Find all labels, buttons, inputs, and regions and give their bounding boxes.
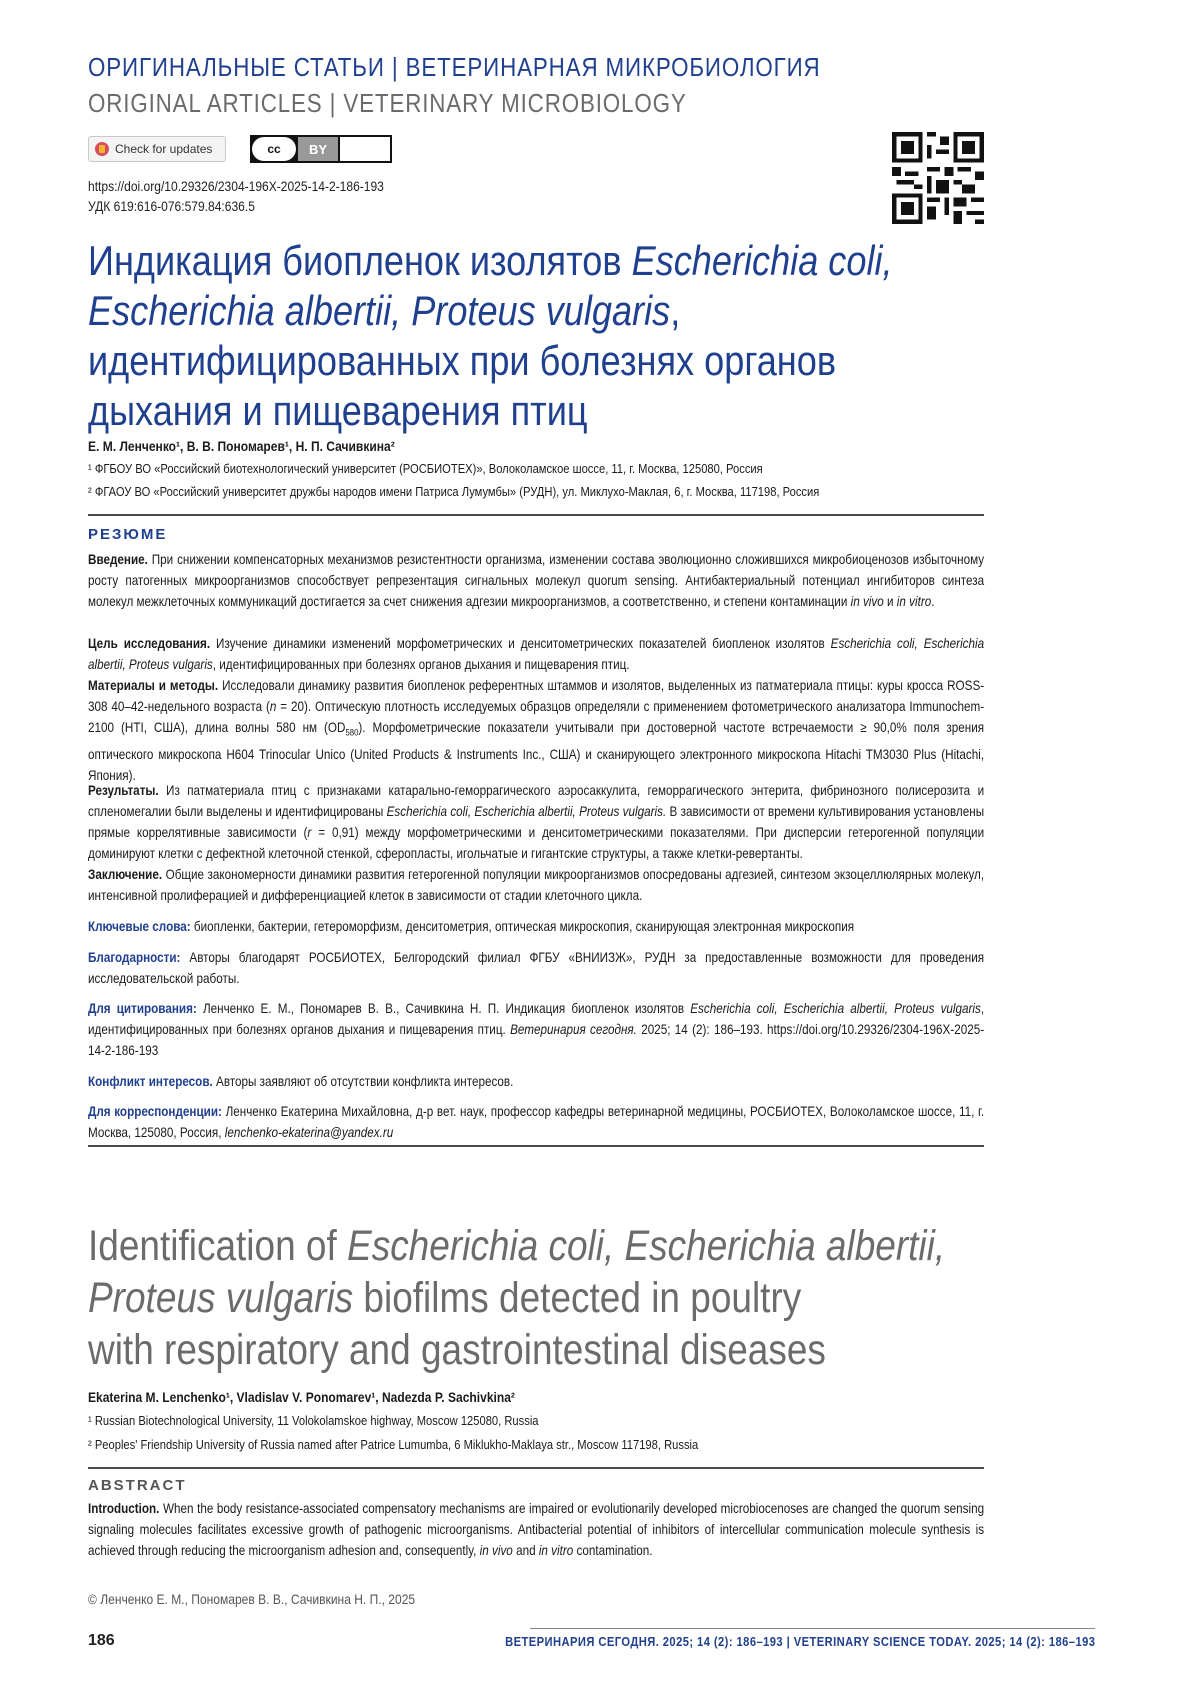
qr-code-icon (892, 132, 984, 224)
resume-heading: РЕЗЮМЕ (88, 526, 168, 543)
footer-divider (530, 1628, 1095, 1629)
divider (88, 514, 984, 516)
correspondence-ru: Для корреспонденции: Ленченко Екатерина Михайловна, д-р вет. наук, профессор кафедры ветеринарной медицины, РОСБИОТЕХ, Волоколамское шоссе, 11, г. Москва, 125080, Россия, lenchenko-ekaterina@yandex.ru (88, 1104, 985, 1140)
correspondence-email-link[interactable]: lenchenko-ekaterina@yandex.ru (224, 1125, 394, 1140)
resume-aim: Цель исследования. Изучение динамики изменений морфометрических и денситометрических показателей биопленок изолятов Escherichia coli, Escherichia albertii, Proteus vulgaris, идентифицированных при болезнях органов дыхания и пищеварения птиц. (88, 636, 985, 672)
doi-link[interactable]: https://doi.org/10.29326/2304-196X-2025-14-2-186-193 (88, 178, 384, 194)
journal-footer: ВЕТЕРИНАРИЯ СЕГОДНЯ. 2025; 14 (2): 186–193 | VETERINARY SCIENCE TODAY. 2025; 14 (2): 186–193 (504, 1634, 1095, 1649)
cc-icon: cc (252, 137, 296, 161)
check-for-updates-button[interactable] (88, 136, 226, 162)
check-for-updates-label: Check for updates (115, 142, 213, 156)
authors-ru: Е. М. Ленченко¹, В. В. Пономарев¹, Н. П. Сачивкина² (88, 438, 395, 454)
license-badge-fill (338, 137, 390, 161)
keywords-ru: Ключевые слова: биопленки, бактерии, гетероморфизм, денситометрия, оптическая микроскопия, сканирующая электронная микроскопия (88, 919, 855, 934)
resume-conclusion: Заключение. Общие закономерности динамики развития гетерогенной популяции микроорганизмов опосредованы адгезией, синтезом экзоцеллюлярных молекул, интенсивной пролиферацией и дифференциацией клеток в зависимости от стадии клеточного цикла. (88, 867, 985, 903)
abstract-introduction: Introduction. When the body resistance-associated compensatory mechanisms are impaired or evolutionarily developed microbiocenoses are changed the quorum sensing signaling molecules facilitates excessive growth of pathogenic microorganisms. Antibacterial potential of inhibitors of intercellular communication molecule synthesis is achieved through reducing the microorganism adhesion and, consequently, in vivo and in vitro contamination. (88, 1501, 985, 1558)
citation-ru: Для цитирования: Ленченко Е. М., Пономарев В. В., Сачивкина Н. П. Индикация биопленок изолятов Escherichia coli, Escherichia albertii, Proteus vulgaris, идентифицированных при болезнях органов дыхания и пищеварения птиц. Ветеринария сегодня. 2025; 14 (2): 186–193. https://doi.org/10.29326/2304-196X-2025-14-2-186-193 (88, 1001, 985, 1058)
affiliation-ru-1: ¹ ФГБОУ ВО «Российский биотехнологический университет (РОСБИОТЕХ)», Волоколамское шоссе, 11, г. Москва, 125080, Россия (88, 461, 763, 476)
article-title-ru: Индикация биопленок изолятов Escherichia coli, Escherichia albertii, Proteus vulgaris, идентифицированных при болезнях органов дыхания и пищеварения птиц (88, 237, 893, 434)
resume-methods: Материалы и методы. Исследовали динамику развития биопленок референтных штаммов и изолятов, выделенных из патматериала птицы: куры кросса ROSS-308 40–42-недельного возраста (n = 20). Оптическую плотность исследуемых образцов определяли с применением фотометрического анализатора Immunochem-2100 (HTI, США), длина волны 580 нм $(OD_{580})$. Морфометрические показатели учитывали при достоверной частоте встречаемости ≥ 90,0% поля зрения оптического микроскопа H604 Trinocular Unico (United Products & Instruments Inc., США) и сканирующего электронного микроскопа Hitachi TM3030 Plus (Hitachi, Япония). (88, 678, 985, 783)
section-label-en: ORIGINAL ARTICLES | VETERINARY MICROBIOLOGY (88, 88, 687, 118)
copyright-notice: © Ленченко Е. М., Пономарев В. В., Сачивкина Н. П., 2025 (88, 1591, 416, 1607)
article-title-en: Identification of Escherichia coli, Escherichia albertii, Proteus vulgaris biofilms detected in poultry with respiratory and gastrointestinal diseases (88, 1222, 946, 1374)
divider (88, 1145, 984, 1147)
cc-by-license-badge[interactable] (250, 135, 392, 163)
resume-introduction: Введение. При снижении компенсаторных механизмов резистентности организма, изменении состава эволюционно сложившихся микробиоценозов избыточному росту патогенных микроорганизмов способствует репрезентация сигнальных молекул quorum sensing. Антибактериальный потенциал ингибиторов синтеза молекул межклеточных коммуникаций достигается за счет снижения адгезии микроорганизмов, а соответственно, и степени контаминации in vivo и in vitro. (88, 552, 985, 609)
divider (88, 1467, 984, 1469)
resume-results: Результаты. Из патматериала птиц с признаками катарально-геморрагического аэросаккулита, геморрагического энтерита, фибринозного полисерозита и спленомегалии были выделены и идентифицированы Escherichia coli, Escherichia albertii, Proteus vulgaris. В зависимости от времени культивирования установлены прямые коррелятивные зависимости (r = 0,91) между морфометрическими и денситометрическими показателями. При дисперсии гетерогенной популяции доминируют клетки с дефектной клеточной стенкой, сферопласты, игольчатые и гигантские структуры, а также клетки-ревертанты. (88, 783, 985, 861)
conflict-of-interest-ru: Конфликт интересов. Авторы заявляют об отсутствии конфликта интересов. (88, 1074, 514, 1089)
authors-en: Ekaterina M. Lenchenko¹, Vladislav V. Ponomarev¹, Nadezda P. Sachivkina² (88, 1389, 515, 1405)
affiliation-en-2: ² Peoples' Friendship University of Russia named after Patrice Lumumba, 6 Miklukho-Maklaya str., Moscow 117198, Russia (88, 1437, 699, 1452)
page-number: 186 (88, 1632, 115, 1649)
crossmark-icon (95, 142, 109, 156)
abstract-heading: ABSTRACT (88, 1477, 187, 1494)
section-label-ru: ОРИГИНАЛЬНЫЕ СТАТЬИ | ВЕТЕРИНАРНАЯ МИКРОБИОЛОГИЯ (88, 52, 821, 82)
acknowledgements-ru: Благодарности: Авторы благодарят РОСБИОТЕХ, Белгородский филиал ФГБУ «ВНИИЗЖ», РУДН за предоставленные возможности для проведения исследовательской работы. (88, 950, 985, 986)
udk-code: УДК 619:616-076:579.84:636.5 (88, 198, 255, 214)
by-icon: BY (298, 137, 338, 161)
affiliation-en-1: ¹ Russian Biotechnological University, 11 Volokolamskoe highway, Moscow 125080, Russia (88, 1413, 539, 1428)
affiliation-ru-2: ² ФГАОУ ВО «Российский университет дружбы народов имени Патриса Лумумбы» (РУДН), ул. Миклухо-Маклая, 6, г. Москва, 117198, Россия (88, 484, 820, 499)
